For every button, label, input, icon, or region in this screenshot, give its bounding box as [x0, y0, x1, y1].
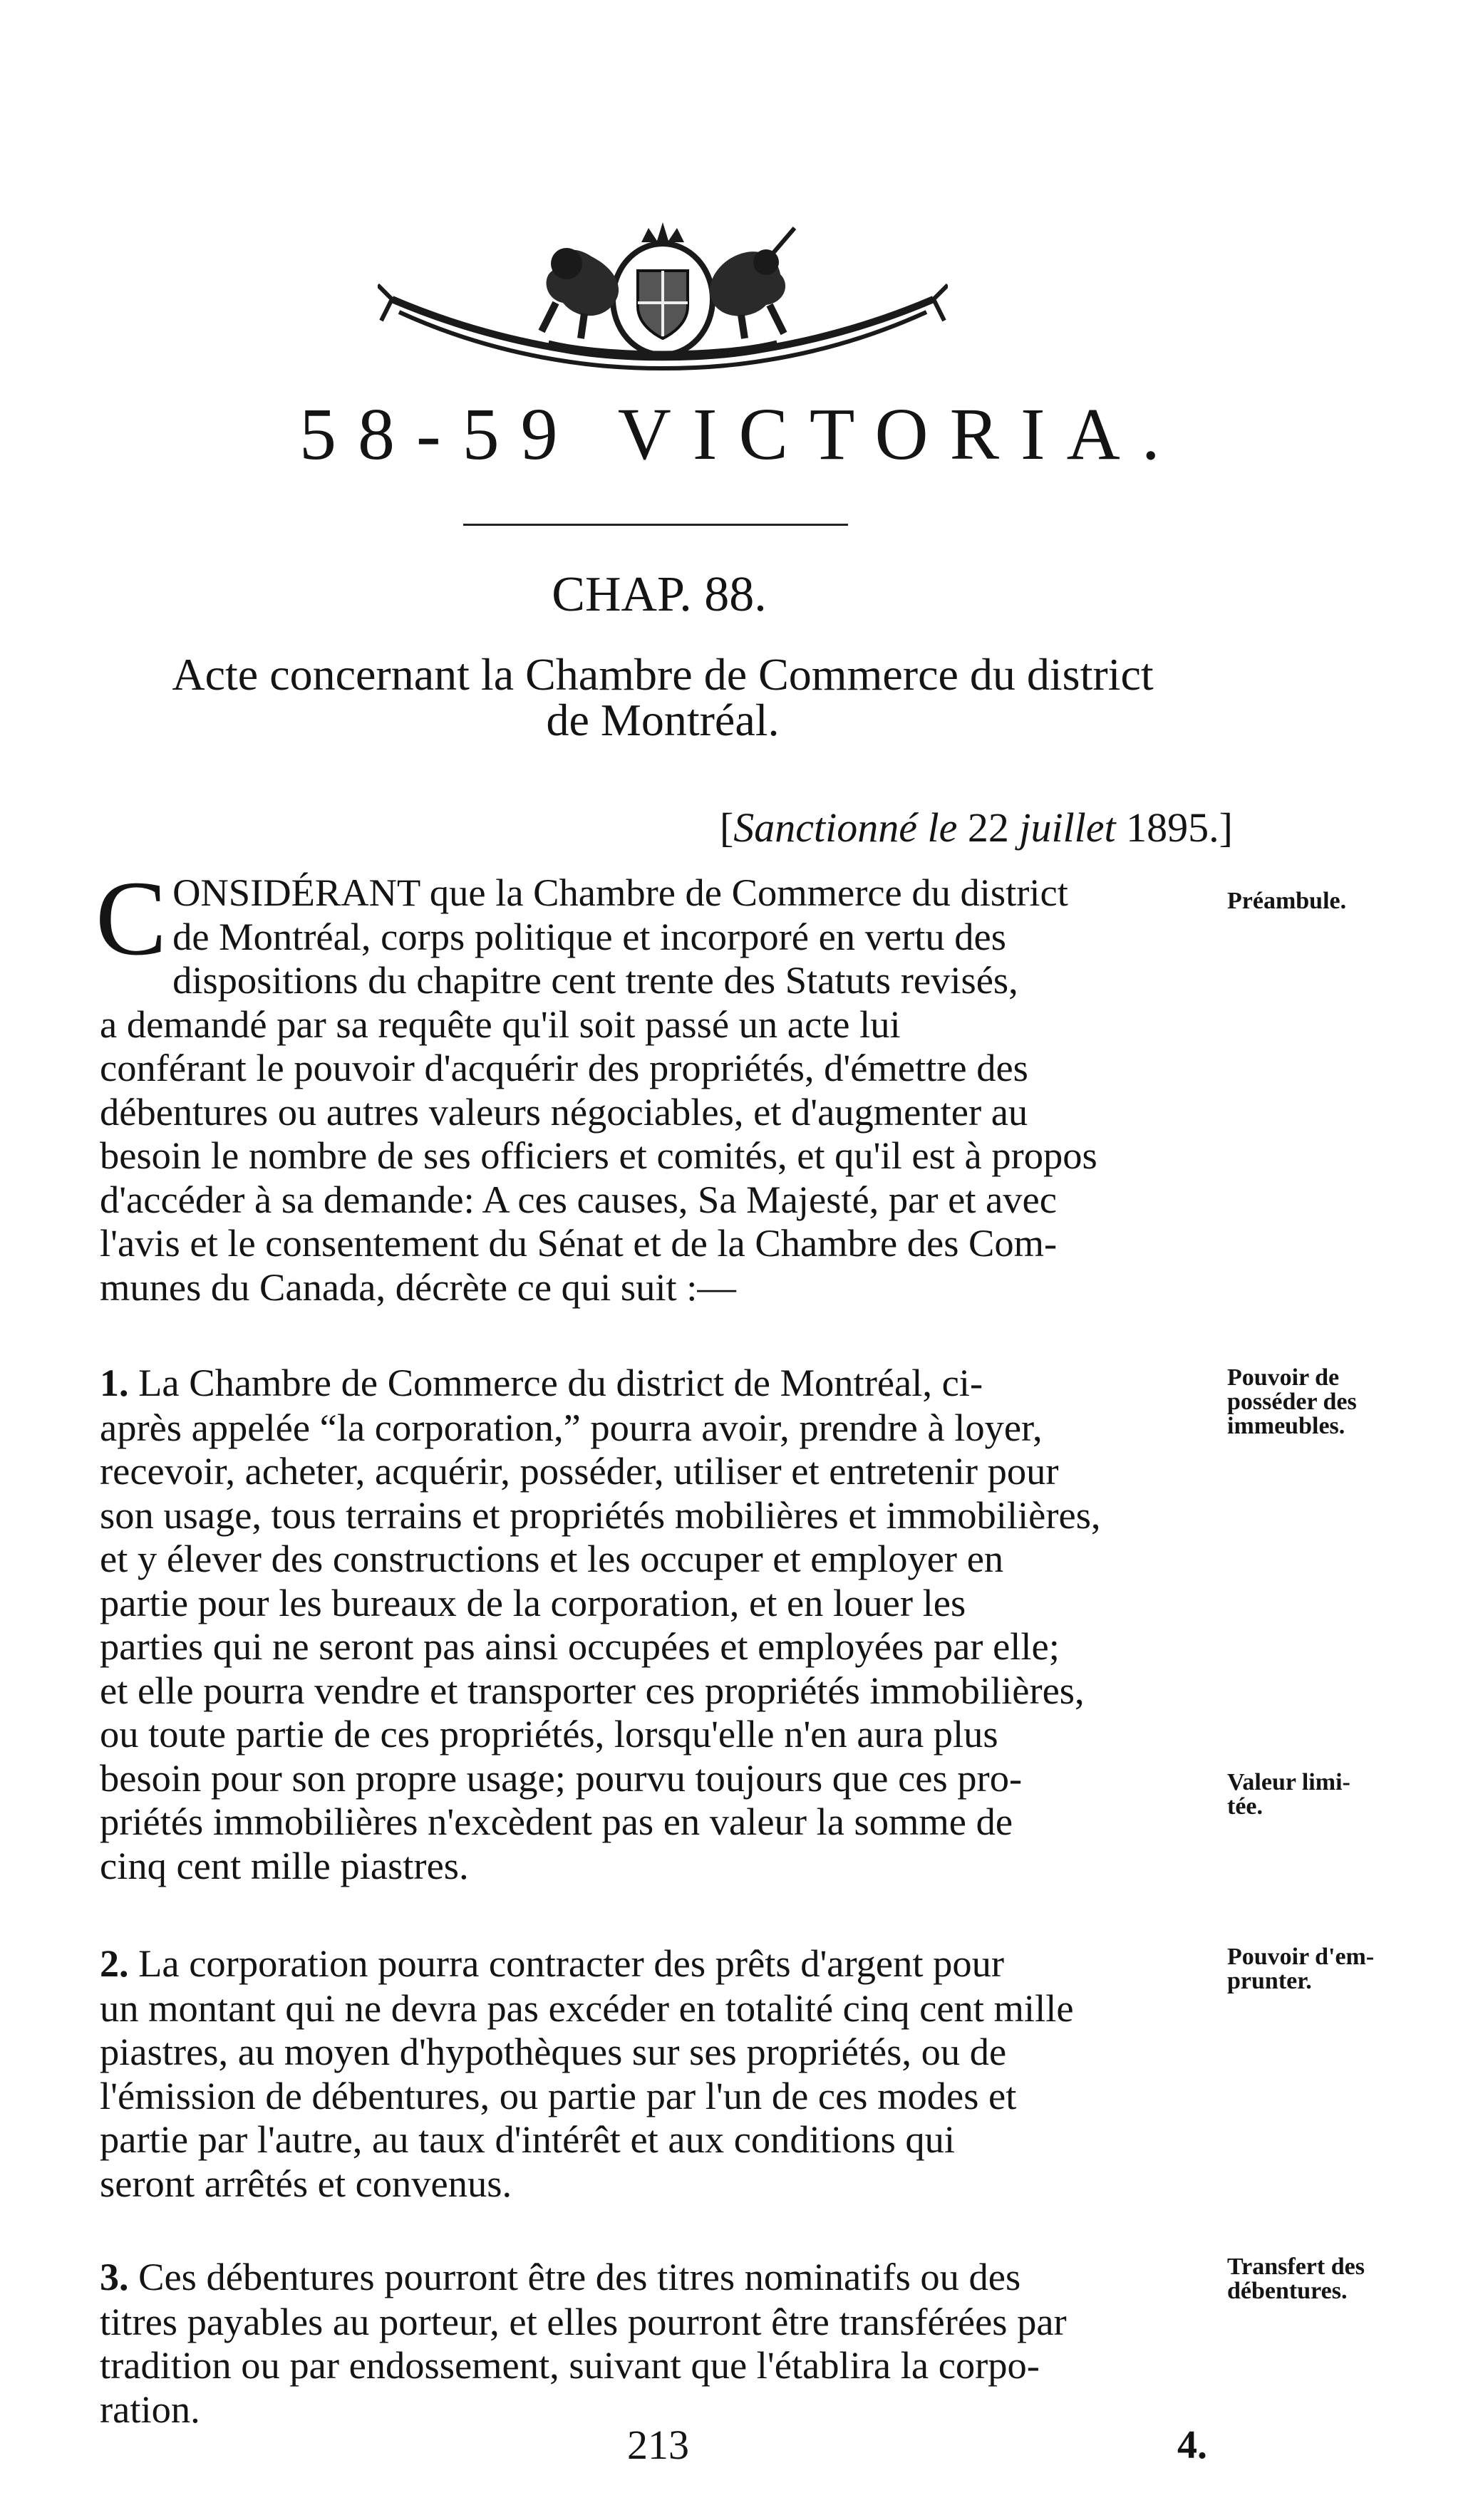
marginal-note-section-1: Pouvoir de posséder des immeubles.	[1227, 1364, 1357, 1439]
preamble-paragraph	[95, 859, 1219, 1309]
title-divider	[463, 524, 848, 526]
section-2	[100, 1941, 1219, 2205]
marginal-note-preamble: Préambule.	[1227, 888, 1347, 914]
page-number: 213	[627, 2422, 689, 2468]
section-2-text: La corporation pourra contracter des prêts d'argent pour un montant qui ne devra pas excéder en totalité cinq cent mille piastres, au moyen d'hypothèques sur ses propriétés, ou de l'émission de débentures, ou partie par l'un de ces modes et partie par l'autre, au taux d'intérêt et aux conditions qui seront arrêtés et convenus.	[100, 1941, 1074, 2205]
marginal-note-section-2: Pouvoir d'em- prunter.	[1227, 1944, 1375, 1994]
act-title-text: Acte concernant la Chambre de Commerce du district de Montréal.	[172, 649, 1154, 745]
sanction-day: 22	[967, 804, 1009, 851]
sanction-month: juillet	[1019, 804, 1116, 851]
sanction-date	[627, 805, 1233, 851]
section-1-number: 1.	[100, 1362, 129, 1404]
preamble-text: ONSIDÉRANT que la Chambre de Commerce du district de Montréal, corps politique et incorporé en vertu des dispositions du chapitre cent trente des Statuts revisés, a demandé par sa requête qu'il soit passé un acte lui conférant le pouvoir d'acquérir des propriétés, d'émettre des débentures ou autres valeurs négociables, et d'augmenter au besoin le nombre de ses officiers et comités, et qu'il est à propos d'accéder à sa demande: A ces causes, Sa Majesté, par et avec l'avis et le consentement du Sénat et de la Chambre des Com- munes du Canada, décrète ce qui suit :—	[100, 871, 1097, 1309]
catchword: 4.	[1177, 2423, 1207, 2467]
section-2-number: 2.	[100, 1942, 129, 1985]
statute-reign-heading: 58-59 VICTORIA.	[299, 393, 1182, 475]
section-3	[100, 2255, 1219, 2431]
section-3-text: Ces débentures pourront être des titres nominatifs ou des titres payables au porteur, et elles pourront être transférées par tradition ou par endossement, suivant que l'établira la corpo- ration.	[100, 2255, 1067, 2431]
section-3-number: 3.	[100, 2256, 129, 2298]
sanction-label: Sanctionné le	[733, 804, 958, 851]
marginal-note-section-3: Transfert des débentures.	[1227, 2254, 1365, 2304]
section-1-text: La Chambre de Commerce du district de Montréal, ci- après appelée “la corporation,” pourra avoir, prendre à loyer, recevoir, acheter, acquérir, posséder, utiliser et entretenir pour son usage, tous terrains et propriétés mobilières et immobilières, et y élever des constructions et les occuper et employer en partie pour les bureaux de la corporation, et en louer les parties qui ne seront pas ainsi occupées et employées par elle; et elle pourra vendre et transporter ces propriétés immobilières, ou toute partie de ces propriétés, lorsqu'elle n'en aura plus besoin pour son propre usage; pourvu toujours que ces pro- priétés immobilières n'excèdent pas en valeur la somme de cinq cent mille piastres.	[100, 1361, 1101, 1887]
act-title	[100, 649, 1226, 745]
section-1	[100, 1361, 1219, 1887]
chapter-heading: CHAP. 88.	[552, 567, 767, 622]
sanction-year: 1895.]	[1126, 804, 1233, 851]
marginal-note-section-1-limit: Valeur limi- tée.	[1227, 1769, 1350, 1820]
royal-coat-of-arms-icon	[378, 214, 948, 381]
preamble-dropcap: C	[95, 859, 167, 978]
sanction-open-bracket: [	[719, 804, 734, 851]
